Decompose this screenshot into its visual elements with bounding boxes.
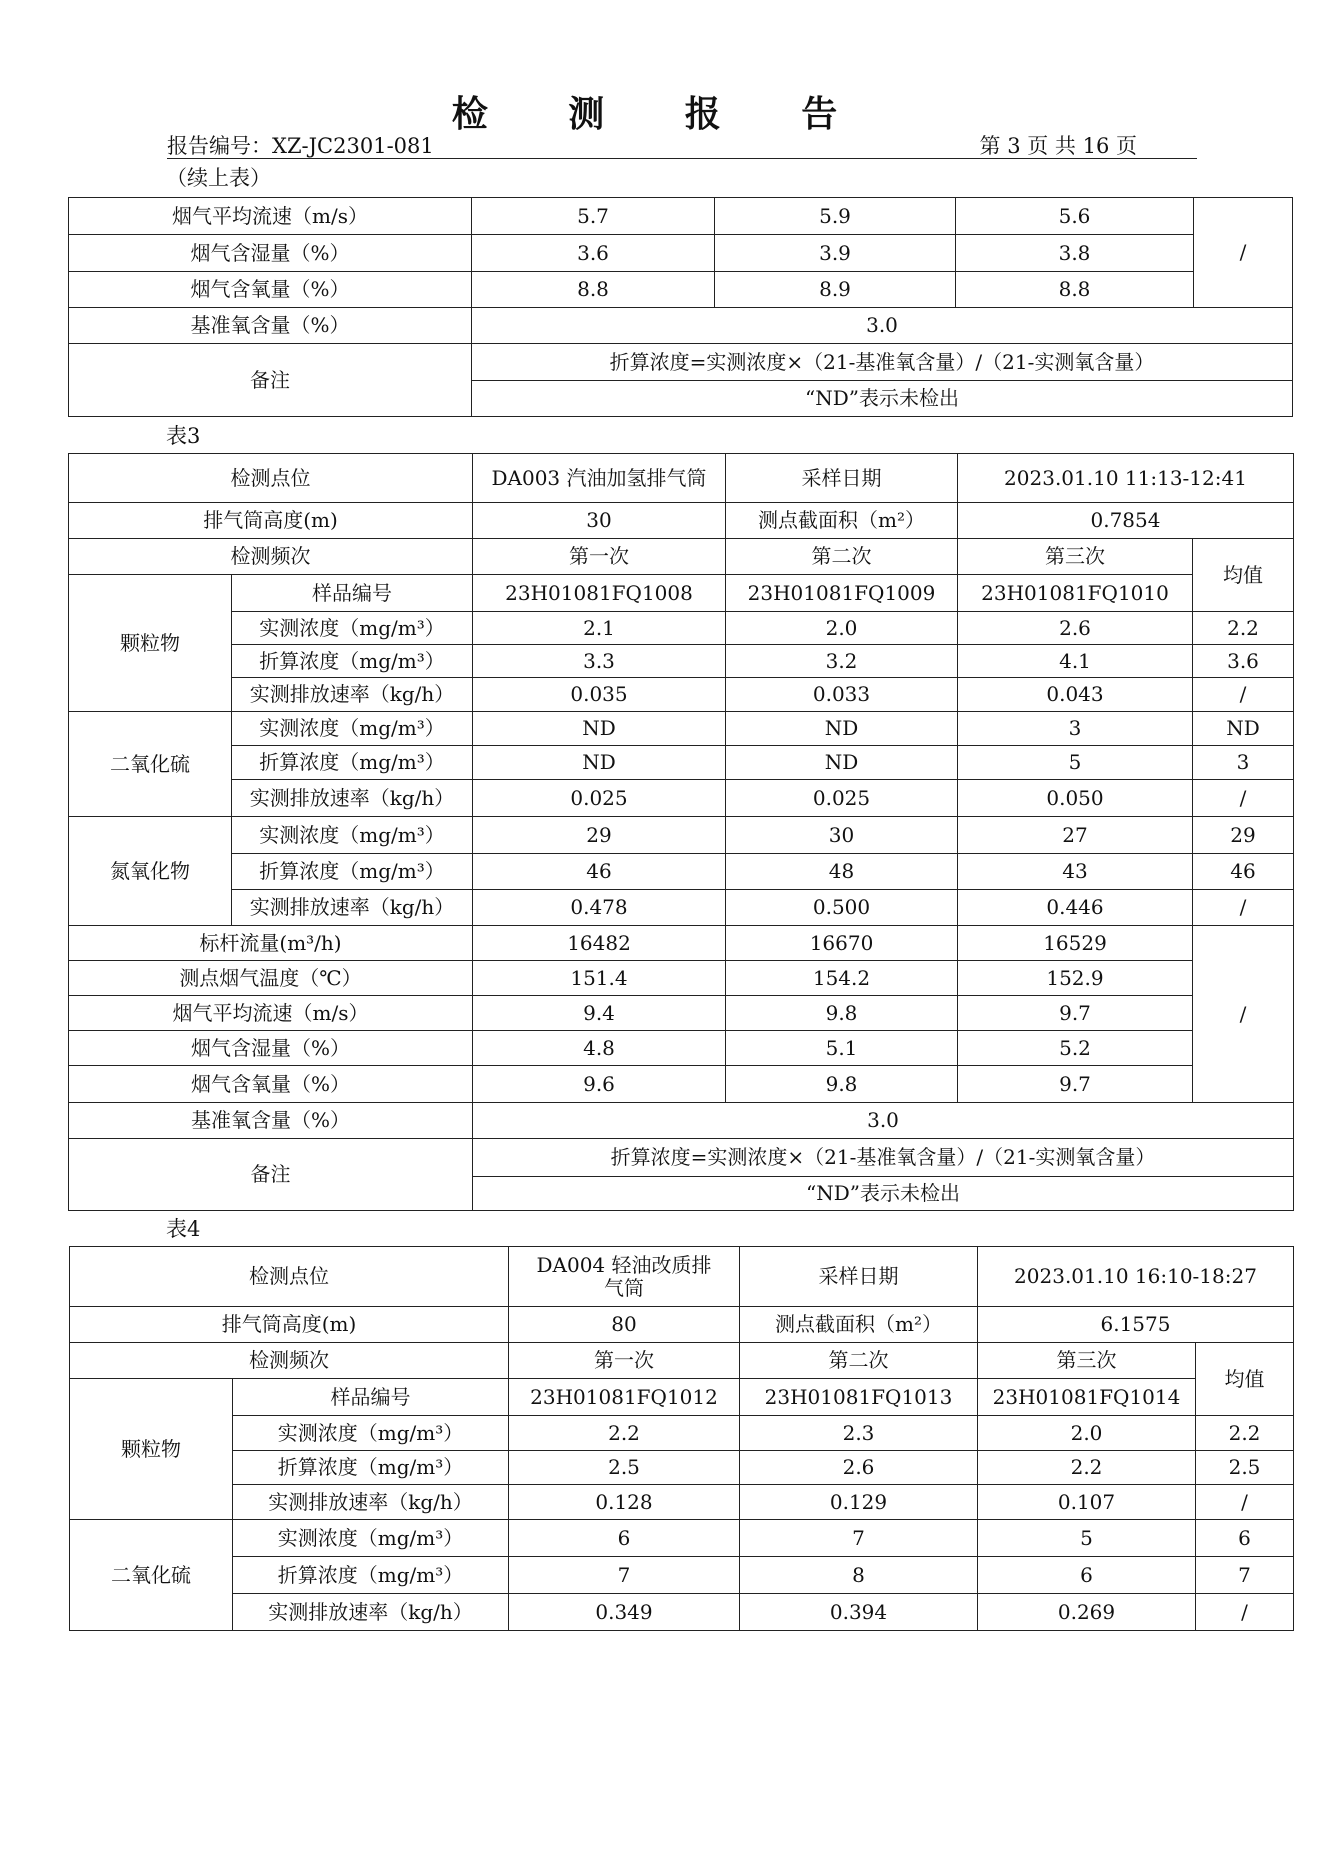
table-row [69, 272, 1293, 308]
table-row [69, 1031, 1294, 1066]
param-label: 烟气含氧量（%） [69, 272, 472, 308]
cell-value: 9.8 [726, 996, 958, 1031]
cell-value: 16670 [726, 926, 958, 961]
table-row [69, 539, 1294, 575]
cell-average: ND [1193, 712, 1294, 746]
cell-average: 29 [1193, 817, 1294, 854]
cell-value: 2.2 [509, 1416, 740, 1451]
cell-value: 2.0 [726, 612, 958, 645]
report-number: 报告编号：XZ-JC2301-081 [167, 134, 434, 158]
cell-value: 29 [473, 817, 726, 854]
param-label: 烟气含湿量（%） [69, 235, 472, 272]
table-row [70, 1416, 1294, 1451]
table-continued [68, 197, 1293, 417]
table-4 [69, 1246, 1294, 1631]
date-label: 采样日期 [740, 1247, 978, 1307]
area-value: 6.1575 [978, 1307, 1294, 1343]
cell-value: 2.2 [978, 1451, 1196, 1485]
base-oxygen-label: 基准氧含量（%） [69, 1103, 473, 1139]
remark-nd: “ND”表示未检出 [472, 381, 1293, 417]
cell-value: 2.6 [740, 1451, 978, 1485]
sample-id: 23H01081FQ1009 [726, 575, 958, 612]
table-row [69, 454, 1294, 503]
cell-value: 16482 [473, 926, 726, 961]
average-label: 均值 [1193, 539, 1294, 612]
cell-value: 9.7 [958, 996, 1193, 1031]
date-label: 采样日期 [726, 454, 958, 503]
cell-value: 0.349 [509, 1594, 740, 1631]
cell-value: 16529 [958, 926, 1193, 961]
cell-average: 2.2 [1193, 612, 1294, 645]
area-value: 0.7854 [958, 503, 1294, 539]
cell-value: ND [473, 712, 726, 746]
cell-value: 48 [726, 854, 958, 890]
table-row [70, 1379, 1294, 1416]
cell-value: 4.8 [473, 1031, 726, 1066]
table-row [69, 817, 1294, 854]
table-row [69, 645, 1294, 678]
cell-value: 6 [509, 1520, 740, 1557]
cell-value: 2.0 [978, 1416, 1196, 1451]
area-label: 测点截面积（m²） [740, 1307, 978, 1343]
point-label: 检测点位 [70, 1247, 509, 1307]
param-label: 折算浓度（mg/m³） [232, 854, 473, 890]
frequency-3: 第三次 [978, 1343, 1196, 1379]
table-row [70, 1557, 1294, 1594]
cell-value: 0.446 [958, 890, 1193, 926]
param-label: 折算浓度（mg/m³） [232, 645, 473, 678]
table-row [69, 612, 1294, 645]
table-row [69, 712, 1294, 746]
cell-value: 0.035 [473, 678, 726, 712]
param-label: 折算浓度（mg/m³） [233, 1451, 509, 1485]
table-row [70, 1343, 1294, 1379]
frequency-2: 第二次 [726, 539, 958, 575]
cell-value: 0.129 [740, 1485, 978, 1520]
param-label: 实测排放速率（kg/h） [232, 890, 473, 926]
frequency-1: 第一次 [509, 1343, 740, 1379]
cell-value: 5.6 [956, 198, 1194, 235]
cell-value: 0.043 [958, 678, 1193, 712]
param-label: 折算浓度（mg/m³） [232, 746, 473, 780]
cell-average: / [1193, 890, 1294, 926]
param-label: 实测浓度（mg/m³） [232, 612, 473, 645]
param-label: 实测排放速率（kg/h） [232, 678, 473, 712]
group-particulate: 颗粒物 [70, 1379, 233, 1520]
cell-value: 3.8 [956, 235, 1194, 272]
cell-value: 4.1 [958, 645, 1193, 678]
cell-value: 5.2 [958, 1031, 1193, 1066]
cell-value: 9.8 [726, 1066, 958, 1103]
cell-value: 3.9 [715, 235, 956, 272]
table4-caption: 表4 [166, 1217, 201, 1241]
frequency-label: 检测频次 [70, 1343, 509, 1379]
cell-value: 5.7 [472, 198, 715, 235]
group-particulate: 颗粒物 [69, 575, 232, 712]
remark-nd: “ND”表示未检出 [473, 1177, 1294, 1211]
param-label: 实测排放速率（kg/h） [233, 1485, 509, 1520]
param-label: 烟气含湿量（%） [69, 1031, 473, 1066]
cell-value: 8.9 [715, 272, 956, 308]
date-value: 2023.01.10 11:13-12:41 [958, 454, 1294, 503]
sample-id: 23H01081FQ1010 [958, 575, 1193, 612]
sample-id: 23H01081FQ1012 [509, 1379, 740, 1416]
table-row [69, 996, 1294, 1031]
cell-value: 30 [726, 817, 958, 854]
param-label: 烟气含氧量（%） [69, 1066, 473, 1103]
group-nitrogen-oxides: 氮氧化物 [69, 817, 232, 926]
cell-value: 0.500 [726, 890, 958, 926]
cell-value: 3.3 [473, 645, 726, 678]
param-label: 折算浓度（mg/m³） [233, 1557, 509, 1594]
cell-average: / [1196, 1594, 1294, 1631]
remark-formula: 折算浓度=实测浓度×（21-基准氧含量）/（21-实测氧含量） [472, 344, 1293, 381]
cell-value: 0.025 [473, 780, 726, 817]
cell-value: 27 [958, 817, 1193, 854]
height-value: 30 [473, 503, 726, 539]
cell-value: 5 [978, 1520, 1196, 1557]
group-sulfur-dioxide: 二氧化硫 [69, 712, 232, 817]
table-row [69, 961, 1294, 996]
table-row [70, 1485, 1294, 1520]
table-row [69, 854, 1294, 890]
frequency-3: 第三次 [958, 539, 1193, 575]
table-row [69, 1103, 1294, 1139]
cell-average: / [1193, 780, 1294, 817]
cell-value: 3.2 [726, 645, 958, 678]
cell-value: 0.025 [726, 780, 958, 817]
table-row [69, 308, 1293, 344]
param-label: 实测排放速率（kg/h） [233, 1594, 509, 1631]
cell-average: / [1193, 678, 1294, 712]
report-header [167, 128, 1197, 159]
param-label: 实测浓度（mg/m³） [233, 1520, 509, 1557]
table-row [69, 890, 1294, 926]
cell-value: 0.033 [726, 678, 958, 712]
cell-value: ND [473, 746, 726, 780]
cell-average: 3.6 [1193, 645, 1294, 678]
cell-value: 152.9 [958, 961, 1193, 996]
point-value: DA003 汽油加氢排气筒 [473, 454, 726, 503]
group-sulfur-dioxide: 二氧化硫 [70, 1520, 233, 1631]
page-info: 第 3 页 共 16 页 [979, 134, 1137, 158]
cell-value: 0.269 [978, 1594, 1196, 1631]
table-row [69, 575, 1294, 612]
cell-value: 3 [958, 712, 1193, 746]
point-label: 检测点位 [69, 454, 473, 503]
base-oxygen-value: 3.0 [472, 308, 1293, 344]
cell-value: 0.128 [509, 1485, 740, 1520]
cell-value: 43 [958, 854, 1193, 890]
sample-id: 23H01081FQ1008 [473, 575, 726, 612]
cell-value: 0.478 [473, 890, 726, 926]
frequency-1: 第一次 [473, 539, 726, 575]
cell-value: 46 [473, 854, 726, 890]
cell-value: 8 [740, 1557, 978, 1594]
height-label: 排气筒高度(m) [69, 503, 473, 539]
point-value: DA004 轻油改质排气筒 [509, 1247, 740, 1307]
cell-value: 7 [509, 1557, 740, 1594]
cell-value: 5.9 [715, 198, 956, 235]
cell-value: 5 [958, 746, 1193, 780]
table-row [69, 235, 1293, 272]
table-row [70, 1451, 1294, 1485]
cell-average: 2.2 [1196, 1416, 1294, 1451]
cell-value: ND [726, 746, 958, 780]
cell-value: 9.6 [473, 1066, 726, 1103]
cell-value: 151.4 [473, 961, 726, 996]
cell-value: 3.6 [472, 235, 715, 272]
average-slash: / [1194, 198, 1293, 308]
remark-formula: 折算浓度=实测浓度×（21-基准氧含量）/（21-实测氧含量） [473, 1139, 1294, 1177]
average-label: 均值 [1196, 1343, 1294, 1416]
cell-value: 9.4 [473, 996, 726, 1031]
table-row [69, 678, 1294, 712]
frequency-2: 第二次 [740, 1343, 978, 1379]
table-row [69, 503, 1294, 539]
average-slash: / [1193, 926, 1294, 1103]
table-row [70, 1520, 1294, 1557]
date-value: 2023.01.10 16:10-18:27 [978, 1247, 1294, 1307]
cell-value: 2.3 [740, 1416, 978, 1451]
cell-value: 2.6 [958, 612, 1193, 645]
table-row [69, 198, 1293, 235]
param-label: 标杆流量(m³/h) [69, 926, 473, 961]
param-label: 测点烟气温度（℃） [69, 961, 473, 996]
table3-caption: 表3 [166, 424, 201, 448]
continued-note: （续上表） [166, 166, 271, 190]
sample-label: 样品编号 [232, 575, 473, 612]
sample-label: 样品编号 [233, 1379, 509, 1416]
area-label: 测点截面积（m²） [726, 503, 958, 539]
cell-value: 7 [740, 1520, 978, 1557]
cell-average: 3 [1193, 746, 1294, 780]
height-value: 80 [509, 1307, 740, 1343]
table-3 [68, 453, 1294, 1211]
cell-value: 2.1 [473, 612, 726, 645]
cell-value: 2.5 [509, 1451, 740, 1485]
cell-value: 6 [978, 1557, 1196, 1594]
table-row [69, 926, 1294, 961]
cell-value: 8.8 [956, 272, 1194, 308]
table-row [69, 780, 1294, 817]
cell-average: 7 [1196, 1557, 1294, 1594]
table-row [69, 1139, 1294, 1177]
param-label: 实测排放速率（kg/h） [232, 780, 473, 817]
sample-id: 23H01081FQ1014 [978, 1379, 1196, 1416]
table-row [69, 1066, 1294, 1103]
cell-value: 0.050 [958, 780, 1193, 817]
remark-label: 备注 [69, 1139, 473, 1211]
cell-value: 0.394 [740, 1594, 978, 1631]
param-label: 实测浓度（mg/m³） [232, 712, 473, 746]
sample-id: 23H01081FQ1013 [740, 1379, 978, 1416]
cell-value: 154.2 [726, 961, 958, 996]
frequency-label: 检测频次 [69, 539, 473, 575]
table-row [70, 1307, 1294, 1343]
height-label: 排气筒高度(m) [70, 1307, 509, 1343]
param-label: 烟气平均流速（m/s） [69, 996, 473, 1031]
cell-value: 9.7 [958, 1066, 1193, 1103]
cell-average: / [1196, 1485, 1294, 1520]
table-row [69, 746, 1294, 780]
base-oxygen-label: 基准氧含量（%） [69, 308, 472, 344]
cell-value: 8.8 [472, 272, 715, 308]
cell-value: 5.1 [726, 1031, 958, 1066]
base-oxygen-value: 3.0 [473, 1103, 1294, 1139]
cell-average: 2.5 [1196, 1451, 1294, 1485]
cell-value: ND [726, 712, 958, 746]
report-title: 检 测 报 告 [451, 93, 872, 135]
cell-value: 0.107 [978, 1485, 1196, 1520]
table-row [70, 1247, 1294, 1307]
table-row [70, 1594, 1294, 1631]
cell-average: 46 [1193, 854, 1294, 890]
cell-average: 6 [1196, 1520, 1294, 1557]
param-label: 实测浓度（mg/m³） [232, 817, 473, 854]
param-label: 实测浓度（mg/m³） [233, 1416, 509, 1451]
param-label: 烟气平均流速（m/s） [69, 198, 472, 235]
remark-label: 备注 [69, 344, 472, 417]
table-row [69, 344, 1293, 381]
